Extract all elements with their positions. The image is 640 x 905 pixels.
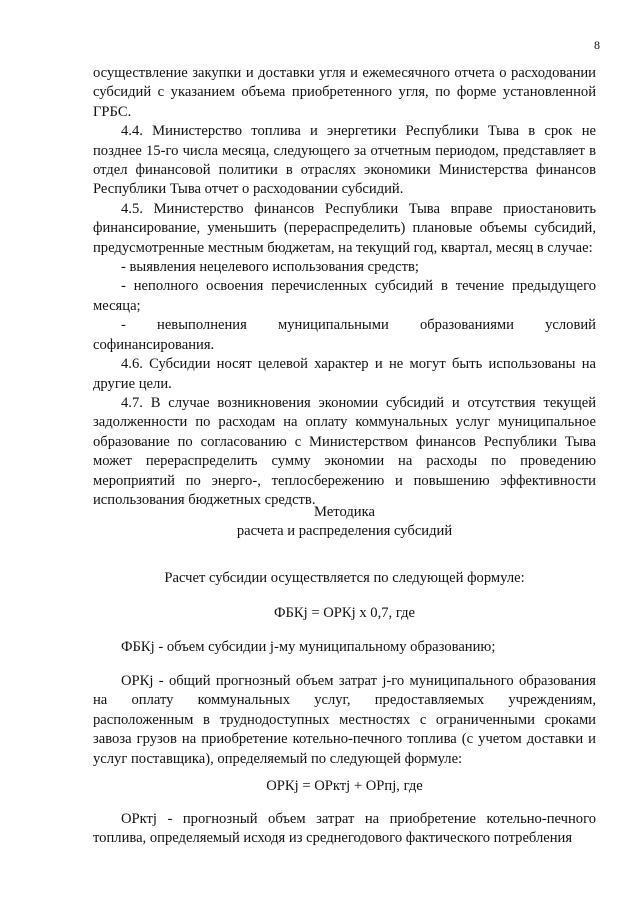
paragraph-4-6: 4.6. Субсидии носят целевой характер и не могут быть использованы на другие цели. — [93, 356, 596, 392]
definition-2-block — [93, 672, 596, 769]
definition-orkj: ОРКj - общий прогнозный объем затрат j-го муниципального образования на оплату коммунальных услуг, предоставляемых учреждениям, расположенным в труднодоступных местностях с ограниченными сроками завоза грузов на приобретение котельно-печного топлива (с учетом доставки и услуг поставщика), определяемый по следующей формуле: — [93, 673, 596, 767]
formula-1-block — [93, 604, 596, 623]
formula-2: ОРКj = ОРктj + ОРпj, где — [266, 778, 423, 794]
paragraph-4-4: 4.4. Министерство топлива и энергетики Республики Тыва в срок не позднее 15-го числа месяца, следующего за отчетным периодом, представляет в отдел финансовой политики в отраслях экономики Министерства финансов Республики Тыва отчет о расходовании субсидий. — [93, 123, 596, 198]
definition-fbkj: ФБКj - объем субсидии j-му муниципальному образованию; — [121, 639, 496, 655]
definition-orktj: ОРктj - прогнозный объем затрат на приобретение котельно-печного топлива, определяемый исходя из среднегодового фактического потребления — [93, 811, 596, 847]
section-title — [93, 503, 596, 542]
bullet-non-fulfillment: - невыполнения муниципальными образованиями условий — [121, 317, 596, 334]
formula-1: ФБКj = ОРКj x 0,7, где — [274, 605, 415, 621]
bullet-non-fulfillment-end: софинансирования. — [93, 336, 215, 353]
section-title-line-2: расчета и распределения субсидий — [236, 523, 453, 540]
paragraph-continuation: осуществление закупки и доставки угля и ежемесячного отчета о расходовании субсидий с указанием объема приобретенного угля, по форме установленной ГРБС. — [93, 65, 596, 120]
formula-2-block — [93, 777, 596, 796]
bullet-misuse: - выявления нецелевого использования средств; — [121, 259, 419, 276]
section-title-line-1: Методика — [314, 504, 375, 520]
paragraph-4-7: 4.7. В случае возникновения экономии субсидий и отсутствия текущей задолженности по расходам на оплату коммунальных услуг муниципальное образование по согласованию с Министерством финансов Республики Тыва может перераспределить сумму экономии на расходы по проведению мероприятий по энерго-, теплосбережению и повышению эффективности использования бюджетных средств. — [93, 394, 596, 508]
paragraphs-block — [93, 64, 596, 510]
bullet-incomplete-use: - неполного освоения перечисленных субсидий в течение предыдущего месяца; — [93, 278, 596, 314]
definition-1-block — [93, 638, 596, 657]
formula-intro-block — [93, 569, 596, 588]
definition-3-block — [93, 810, 596, 849]
paragraph-4-5: 4.5. Министерство финансов Республики Тыва вправе приостановить финансирование, уменьшить (перераспределить) плановые объемы субсидий, предусмотренные местным бюджетам, на текущий год, квартал, месяц в случае: — [93, 200, 596, 256]
page-number: 8 — [594, 38, 600, 52]
formula-intro: Расчет субсидии осуществляется по следующей формуле: — [164, 570, 525, 586]
